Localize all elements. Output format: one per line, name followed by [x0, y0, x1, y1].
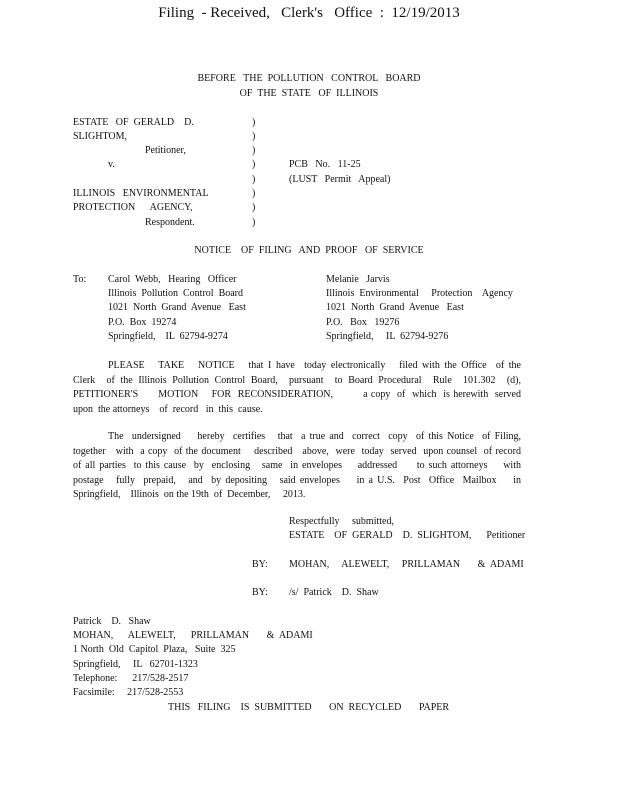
by-label: BY:	[252, 587, 268, 598]
certification-paragraph	[73, 432, 521, 505]
recipient-line: P.O. Box 19276	[326, 317, 400, 328]
paragraph-line: upon the attorneys of record in this cause.	[73, 403, 263, 415]
notice-paragraph	[73, 361, 521, 419]
paragraph-line: PLEASE TAKE NOTICE that I have today electronically filed with the Office of the	[108, 360, 521, 371]
paragraph-line: Springfield, Illinois on the 19th of December, 2013.	[73, 489, 306, 501]
caption-bracket: )	[252, 159, 256, 170]
caption-bracket: )	[252, 217, 256, 228]
case-type: (LUST Permit Appeal)	[289, 174, 391, 185]
recipient-line: Illinois Environmental Protection Agency	[326, 288, 513, 299]
law-firm: MOHAN, ALEWELT, PRILLAMAN & ADAMI	[289, 559, 524, 570]
caption-bracket: )	[252, 117, 256, 128]
signing-party: ESTATE OF GERALD D. SLIGHTOM, Petitioner	[289, 530, 526, 541]
attorney-line: Telephone: 217/528-2517	[73, 673, 189, 684]
recipient-line: P.O. Box 19274	[108, 317, 177, 328]
paragraph-line: of all parties to this cause by enclosing same in envelopes addressed to such attorneys with	[73, 460, 521, 472]
recycled-paper-notice: THIS FILING IS SUBMITTED ON RECYCLED PAPER	[168, 702, 450, 713]
recipient-line: Carol Webb, Hearing Officer	[108, 274, 237, 285]
attorney-line: Facsimile: 217/528-2553	[73, 687, 184, 698]
paragraph-line: postage fully prepaid, and by depositing said envelopes in a U.S. Post Office Mailbox in	[73, 474, 521, 486]
recipient-line: Springfield, IL 62794-9274	[108, 331, 228, 342]
respondent-role: Respondent.	[145, 217, 195, 228]
to-label: To:	[73, 274, 87, 285]
caption-bracket: )	[252, 202, 256, 213]
paragraph-line: PETITIONER'S MOTION FOR RECONSIDERATION, a copy of which is herewith served	[73, 389, 521, 401]
paragraph-line: The undersigned hereby certifies that a true and correct copy of this Notice of Filing,	[108, 431, 521, 442]
attorney-line: Patrick D. Shaw	[73, 616, 151, 627]
petitioner-name-line2: SLIGHTOM,	[73, 131, 127, 142]
recipient-line: 1021 North Grand Avenue East	[108, 302, 246, 313]
recipient-line: Springfield, IL 62794-9276	[326, 331, 449, 342]
caption-bracket: )	[252, 174, 256, 185]
board-heading-line2: OF THE STATE OF ILLINOIS	[239, 88, 379, 99]
attorney-line: MOHAN, ALEWELT, PRILLAMAN & ADAMI	[73, 630, 313, 641]
notice-title: NOTICE OF FILING AND PROOF OF SERVICE	[194, 245, 424, 256]
electronic-signature: /s/ Patrick D. Shaw	[289, 587, 379, 598]
petitioner-role: Petitioner,	[145, 145, 186, 156]
filing-stamp: Filing - Received, Clerk's Office : 12/19/2013	[158, 5, 460, 21]
caption-bracket: )	[252, 188, 256, 199]
case-number: PCB No. 11-25	[289, 159, 361, 170]
by-label: BY:	[252, 559, 268, 570]
caption-bracket: )	[252, 145, 256, 156]
closing: Respectfully submitted,	[289, 516, 394, 527]
versus-label: v.	[108, 159, 115, 170]
recipient-line: Illinois Pollution Control Board	[108, 288, 244, 299]
respondent-name-line1: ILLINOIS ENVIRONMENTAL	[73, 188, 209, 199]
attorney-line: Springfield, IL 62701-1323	[73, 659, 198, 670]
paragraph-line: together with a copy of the document described above, were today served upon counsel of record	[73, 445, 521, 457]
recipient-line: Melanie Jarvis	[326, 274, 390, 285]
attorney-line: 1 North Old Capitol Plaza, Suite 325	[73, 644, 236, 655]
paragraph-line: Clerk of the Illinois Pollution Control Board, pursuant to Board Procedural Rule 101.302 (d),	[73, 374, 521, 386]
petitioner-name-line1: ESTATE OF GERALD D.	[73, 117, 194, 128]
board-heading-line1: BEFORE THE POLLUTION CONTROL BOARD	[197, 73, 421, 84]
respondent-name-line2: PROTECTION AGENCY,	[73, 202, 193, 213]
recipient-line: 1021 North Grand Avenue East	[326, 302, 464, 313]
caption-bracket: )	[252, 131, 256, 142]
